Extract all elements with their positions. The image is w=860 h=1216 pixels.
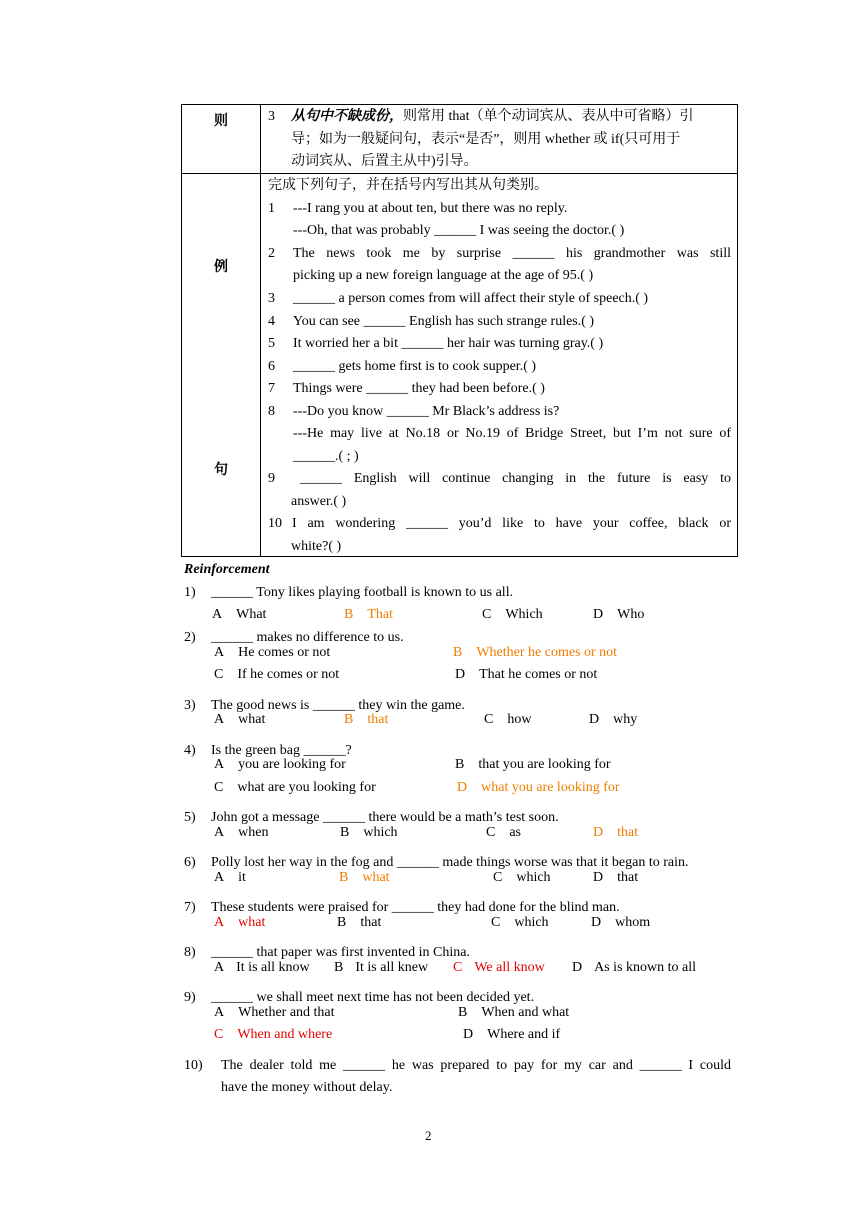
option-text: that you are looking for bbox=[478, 757, 611, 772]
example-number: 10 bbox=[268, 516, 282, 531]
option-letter: A bbox=[214, 712, 225, 727]
example-line: white?( ) bbox=[291, 539, 342, 554]
answer-option bbox=[589, 711, 637, 729]
option-text: what you are looking for bbox=[481, 780, 620, 795]
example-line: You can see ______ English has such strange rules.( ) bbox=[293, 314, 595, 329]
option-letter: C bbox=[214, 780, 224, 795]
rule-header: 则 bbox=[214, 113, 228, 129]
question-number: 1) bbox=[184, 585, 196, 600]
answer-option bbox=[340, 824, 398, 842]
option-text: it bbox=[238, 870, 246, 885]
answer-option bbox=[339, 869, 390, 887]
answer-option bbox=[455, 756, 611, 774]
example-line: ______ English will continue changing in the future is easy to bbox=[300, 471, 731, 486]
option-text: He comes or not bbox=[238, 645, 331, 660]
option-letter: A bbox=[214, 915, 225, 930]
question-text: ______ that paper was first invented in China. bbox=[211, 945, 470, 960]
option-letter: A bbox=[214, 645, 225, 660]
option-text: Where and if bbox=[487, 1027, 561, 1042]
question-text: have the money without delay. bbox=[221, 1080, 393, 1095]
rule-number: 3 bbox=[268, 109, 275, 124]
page-number: 2 bbox=[425, 1128, 432, 1143]
question-text: ______ we shall meet next time has not been decided yet. bbox=[211, 990, 535, 1005]
rule-line-2: 导；如为一般疑问句，表示“是否”，则用 whether 或 if(只可用于 bbox=[291, 132, 681, 147]
example-line: It worried her a bit ______ her hair was turning gray.( ) bbox=[293, 336, 604, 351]
answer-option bbox=[214, 644, 330, 662]
option-letter: C bbox=[486, 825, 496, 840]
rule-bold-text: 从句中不缺成份， bbox=[291, 109, 403, 124]
option-text: Whether he comes or not bbox=[476, 645, 618, 660]
answer-option bbox=[214, 756, 346, 774]
option-letter: D bbox=[591, 915, 602, 930]
answer-option bbox=[484, 711, 531, 729]
answer-option bbox=[214, 1004, 335, 1022]
option-text: As is known to all bbox=[594, 960, 697, 975]
option-letter: C bbox=[214, 1027, 224, 1042]
option-letter: B bbox=[340, 825, 350, 840]
question-text: The dealer told me ______ he was prepared to pay for my car and ______ I could bbox=[221, 1058, 731, 1073]
answer-option bbox=[453, 644, 617, 662]
answer-option bbox=[491, 914, 549, 932]
answer-option bbox=[482, 606, 543, 624]
option-text: When and where bbox=[237, 1027, 333, 1042]
example-line: ______ a person comes from will affect their style of speech.( ) bbox=[293, 291, 649, 306]
option-letter: D bbox=[572, 960, 583, 975]
option-text: That he comes or not bbox=[479, 667, 598, 682]
answer-option bbox=[214, 869, 246, 887]
option-text: you are looking for bbox=[238, 757, 346, 772]
question-number: 9) bbox=[184, 990, 196, 1005]
answer-option bbox=[214, 779, 376, 797]
answer-option bbox=[458, 1004, 569, 1022]
example-number: 2 bbox=[268, 246, 275, 261]
option-letter: B bbox=[458, 1005, 468, 1020]
question-number: 2) bbox=[184, 630, 196, 645]
option-letter: A bbox=[214, 757, 225, 772]
answer-option bbox=[214, 959, 310, 977]
option-text: which bbox=[514, 915, 549, 930]
answer-option bbox=[344, 711, 388, 729]
option-letter: C bbox=[493, 870, 503, 885]
question-number: 6) bbox=[184, 855, 196, 870]
option-text: how bbox=[507, 712, 532, 727]
example-number: 1 bbox=[268, 201, 275, 216]
answer-option bbox=[214, 666, 339, 684]
answer-option bbox=[344, 606, 393, 624]
example-instruction: 完成下列句子，并在括号内写出其从句类别。 bbox=[268, 178, 548, 193]
option-letter: D bbox=[455, 667, 466, 682]
option-text: which bbox=[363, 825, 398, 840]
question-text: Is the green bag ______? bbox=[211, 743, 352, 758]
option-text: that bbox=[617, 825, 639, 840]
option-text: It is all knew bbox=[355, 960, 429, 975]
option-letter: A bbox=[214, 1005, 225, 1020]
option-letter: C bbox=[214, 667, 224, 682]
option-text: Who bbox=[617, 607, 645, 622]
example-line: ---I rang you at about ten, but there was no reply. bbox=[293, 201, 568, 216]
option-text: that bbox=[367, 712, 389, 727]
answer-option bbox=[214, 711, 265, 729]
example-header-2: 句 bbox=[214, 462, 228, 478]
question-number: 3) bbox=[184, 698, 196, 713]
option-letter: C bbox=[482, 607, 492, 622]
example-line: ---He may live at No.18 or No.19 of Bridge Street, but I’m not sure of bbox=[293, 426, 731, 441]
option-text: It is all know bbox=[236, 960, 310, 975]
answer-option bbox=[455, 666, 597, 684]
question-text: ______ makes no difference to us. bbox=[211, 630, 404, 645]
example-line: The news took me by surprise ______ his grandmother was still bbox=[293, 246, 731, 261]
answer-option bbox=[463, 1026, 560, 1044]
option-letter: A bbox=[214, 870, 225, 885]
answer-option bbox=[337, 914, 381, 932]
option-text: If he comes or not bbox=[237, 667, 340, 682]
rule-line-1 bbox=[291, 108, 694, 126]
example-line: ______.( ; ) bbox=[293, 449, 359, 464]
option-letter: C bbox=[484, 712, 494, 727]
option-letter: A bbox=[214, 960, 225, 975]
option-text: that bbox=[617, 870, 639, 885]
example-line: ---Do you know ______ Mr Black’s address is? bbox=[293, 404, 560, 419]
question-text: John got a message ______ there would be a math’s test soon. bbox=[211, 810, 559, 825]
option-text: when bbox=[238, 825, 269, 840]
answer-option bbox=[457, 779, 620, 797]
option-letter: D bbox=[593, 825, 604, 840]
example-line: ______ gets home first is to cook supper.( ) bbox=[293, 359, 537, 374]
rule-line-1-rest: 则常用 that（单个动词宾从、表从中可省略）引 bbox=[403, 109, 694, 124]
option-letter: B bbox=[337, 915, 347, 930]
option-letter: B bbox=[453, 645, 463, 660]
option-letter: D bbox=[589, 712, 600, 727]
option-letter: B bbox=[455, 757, 465, 772]
question-text: These students were praised for ______ they had done for the blind man. bbox=[211, 900, 620, 915]
example-number: 3 bbox=[268, 291, 275, 306]
question-number: 4) bbox=[184, 743, 196, 758]
answer-option bbox=[214, 1026, 332, 1044]
answer-option bbox=[214, 824, 268, 842]
option-letter: B bbox=[334, 960, 344, 975]
option-text: That bbox=[367, 607, 393, 622]
answer-option bbox=[453, 959, 545, 977]
option-text: whom bbox=[615, 915, 651, 930]
example-line: answer.( ) bbox=[291, 494, 347, 509]
option-text: Whether and that bbox=[238, 1005, 335, 1020]
option-text: what bbox=[238, 712, 266, 727]
question-text: ______ Tony likes playing football is known to us all. bbox=[211, 585, 514, 600]
option-text: what are you looking for bbox=[237, 780, 376, 795]
option-letter: D bbox=[593, 607, 604, 622]
option-letter: B bbox=[344, 712, 354, 727]
table-row-divider bbox=[182, 173, 737, 174]
option-letter: C bbox=[453, 960, 463, 975]
option-text: why bbox=[613, 712, 638, 727]
option-letter: A bbox=[214, 825, 225, 840]
question-number: 7) bbox=[184, 900, 196, 915]
example-line: picking up a new foreign language at the age of 95.( ) bbox=[293, 268, 594, 283]
answer-option bbox=[493, 869, 551, 887]
answer-option bbox=[572, 959, 696, 977]
answer-option bbox=[486, 824, 521, 842]
answer-option bbox=[593, 824, 638, 842]
option-letter: D bbox=[457, 780, 468, 795]
example-number: 8 bbox=[268, 404, 275, 419]
example-header-1: 例 bbox=[214, 259, 228, 275]
rule-line-3: 动词宾从、后置主从中)引导。 bbox=[291, 154, 478, 169]
example-number: 5 bbox=[268, 336, 275, 351]
question-number: 8) bbox=[184, 945, 196, 960]
option-text: that bbox=[360, 915, 382, 930]
answer-option bbox=[214, 914, 265, 932]
question-text: The good news is ______ they win the game. bbox=[211, 698, 465, 713]
example-line: ---Oh, that was probably ______ I was seeing the doctor.( ) bbox=[293, 223, 625, 238]
option-letter: D bbox=[593, 870, 604, 885]
answer-option bbox=[591, 914, 650, 932]
option-text: Which bbox=[505, 607, 543, 622]
option-letter: B bbox=[339, 870, 349, 885]
option-text: what bbox=[362, 870, 390, 885]
answer-option bbox=[334, 959, 428, 977]
option-letter: B bbox=[344, 607, 354, 622]
answer-option bbox=[593, 606, 644, 624]
question-text: Polly lost her way in the fog and ______ made things worse was that it began to rain. bbox=[211, 855, 689, 870]
option-text: We all know bbox=[474, 960, 545, 975]
question-number: 5) bbox=[184, 810, 196, 825]
answer-option bbox=[593, 869, 638, 887]
example-line: Things were ______ they had been before.( ) bbox=[293, 381, 545, 396]
option-text: What bbox=[236, 607, 267, 622]
example-number: 7 bbox=[268, 381, 275, 396]
reinforcement-title: Reinforcement bbox=[184, 562, 270, 577]
example-number: 4 bbox=[268, 314, 275, 329]
example-number: 6 bbox=[268, 359, 275, 374]
option-letter: D bbox=[463, 1027, 474, 1042]
question-number: 10) bbox=[184, 1058, 203, 1073]
option-text: When and what bbox=[481, 1005, 570, 1020]
example-line: I am wondering ______ you’d like to have your coffee, black or bbox=[292, 516, 731, 531]
option-text: as bbox=[509, 825, 522, 840]
option-letter: C bbox=[491, 915, 501, 930]
answer-option bbox=[212, 606, 266, 624]
option-text: what bbox=[238, 915, 266, 930]
option-text: which bbox=[516, 870, 551, 885]
option-letter: A bbox=[212, 607, 223, 622]
example-number: 9 bbox=[268, 471, 275, 486]
